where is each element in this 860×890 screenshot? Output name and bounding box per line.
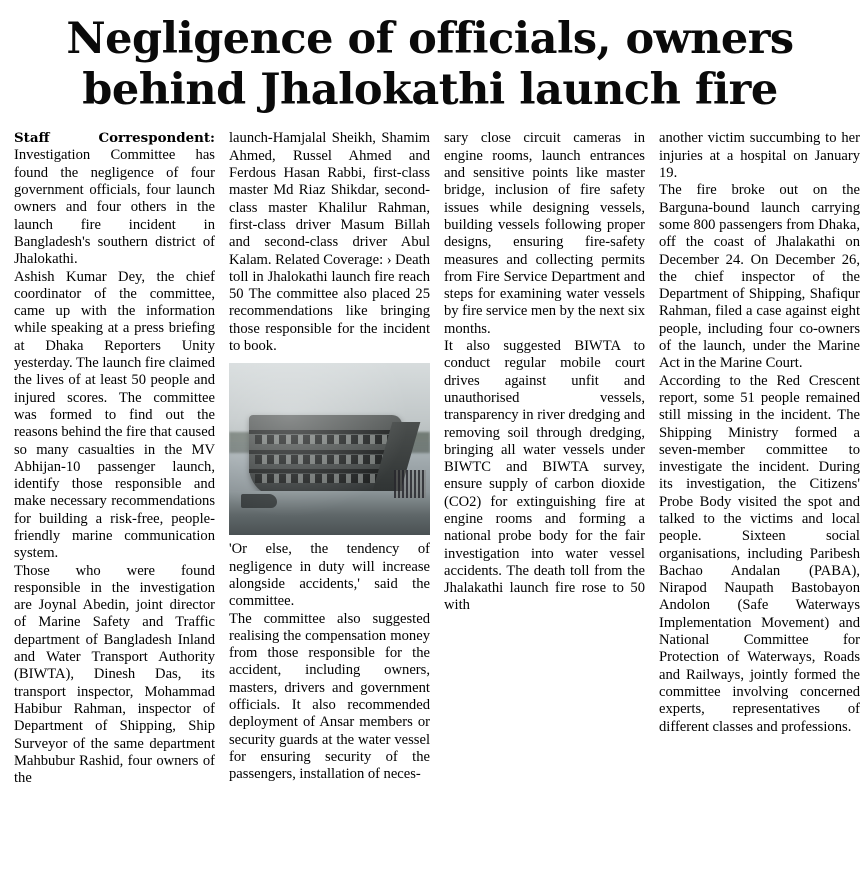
byline-correspondent: Correspondent: [98,130,215,147]
burnt-launch-photo [229,363,430,535]
paragraph: The committee also suggested realising the compensation money from those responsible for the accident, including owners, masters, drivers and government officials. It also recommended deployment of Ansar members or security guards at the water vessel for ensuring security of the passengers, installation of neces- [229,610,430,783]
paragraph: Those who were found responsible in the investigation are Joynal Abedin, joint director of Marine Safety and Traffic department of Bangladesh Inland and Water Transport Authority (BIWTA), Dinesh Das, its transport inspector, Mohammad Habibur Rahman, inspector of Department of Shipping, Ship Surveyor of the same department Mahbubur Rashid, four owners of the [14,562,215,787]
photo-crowd [394,470,426,498]
page-title [12,14,848,115]
byline [14,130,215,146]
article-column-1 [14,130,215,848]
article-column-3 [444,130,645,848]
paragraph: Investigation Committee has found the negligence of four government officials, four launch owners and four others in the launch fire incident in Bangladesh's southern district of Jhalokathi. [14,147,215,268]
article-column-4 [659,130,860,848]
paragraph: Ashish Kumar Dey, the chief coordinator of the committee, came up with the information while speaking at a press briefing at Dhaka Reporters Unity yesterday. The launch fire claimed the lives of at least 50 people and injured scores. The committee was formed to find out the reasons behind the fire that caused so many casualties in the MV Abhijan-10 passenger launch, identify those responsible and make necessary recommendations for building a risk-free, people-friendly marine communication system. [14,268,215,562]
photo-window-row [255,455,393,464]
paragraph: sary close circuit cameras in engine rooms, launch entrances and sensitive points like master bridge, inclusion of fire safety issues while designing vessels, building vessels following proper designs, ensuring fire-safety measures and collecting permits from Fire Service Department and steps for examining water vessels by fire service men by the next six months. [444,130,645,337]
newspaper-article-page [0,14,860,890]
photo-small-boat [241,494,277,508]
paragraph: It also suggested BIWTA to conduct regular mobile court drives against unfit and unauthorised vessels, transparency in river dredging and removing soil through dredging, bringing all water vessels under BIWTC and BIWTA survey, ensure supply of carbon dioxide (CO2) for extinguishing fire at engine rooms and forming a national probe body for the fair investigation into water vessel accidents. The death toll from the Jhalakathi launch fire rose to 50 with [444,338,645,614]
headline-line-2: behind Jhalokathi launch fire [82,64,778,115]
paragraph: 'Or else, the tendency of negligence in duty will increase alongside accidents,' said the committee. [229,541,430,610]
headline-line-1: Negligence of officials, owners [66,14,794,64]
photo-deck-line [249,430,402,434]
paragraph: According to the Red Crescent report, some 51 people remained still missing in the incident. The Shipping Ministry formed a seven-member committee to investigate the incident. During its investigation, the Citizens' Probe Body visited the spot and talked to the victims and local people. Sixteen social organisations, including Paribesh Bachao Andalan (PABA), Nirapod Naupath Bastobayon Andolon (Safe Waterways Implementation Movement) and National Committee for Protection of Waterways, Roads and Railways, jointly formed the committee involving concerned experts, representatives of different classes and professions. [659,372,860,735]
article-photo-figure [229,363,430,535]
photo-deck-line [249,450,402,454]
paragraph: The fire broke out on the Barguna-bound launch carrying some 800 passengers from Dhaka, off the coast of Jhalakathi on December 24. On December 26, the chief inspector of the Department of Shipping, Shafiqur Rahman, filed a case against eight people, including four co-owners of the launch, under the Marine Act in the Marine Court. [659,182,860,372]
photo-window-row [255,474,393,483]
photo-window-row [255,435,393,444]
paragraph: another victim succumbing to her injuries at a hospital on January 19. [659,130,860,182]
article-column-2 [229,130,430,848]
article-columns [0,130,860,854]
byline-staff: Staff [14,130,50,147]
paragraph: launch-Hamjalal Sheikh, Shamim Ahmed, Russel Ahmed and Ferdous Hasan Rabbi, first-class master Md Riaz Shikdar, second-class master Khalilur Rahman, first-class driver Masum Billah and second-class driver Abul Kalam. Related Coverage: › Death toll in Jhalokathi launch fire reach 50 The committee also placed 25 recommendations like bringing those responsible for the incident to book. [229,130,430,355]
